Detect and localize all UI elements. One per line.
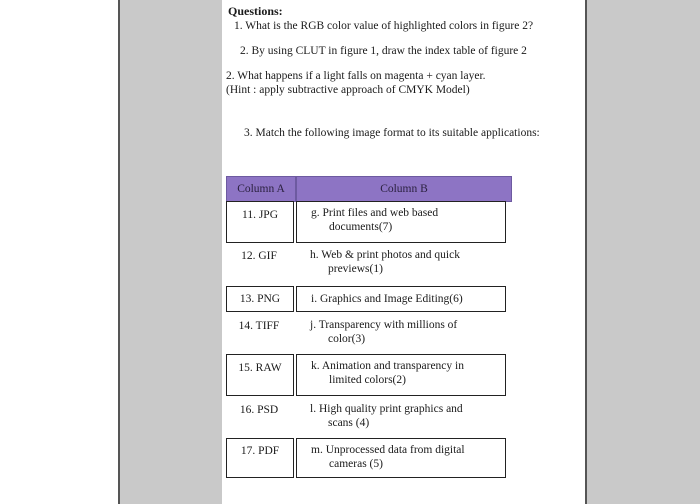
- application-line-2: cameras (5): [329, 458, 383, 470]
- question-3: 3. Match the following image format to its suitable applications:: [244, 127, 540, 139]
- matching-table: [226, 176, 510, 486]
- application-line-1: h. Web & print photos and quick: [310, 249, 460, 261]
- format-cell: 11. JPG: [226, 201, 294, 243]
- application-cell: [296, 201, 506, 243]
- format-cell: 15. RAW: [226, 354, 294, 396]
- question-2b: 2. What happens if a light falls on magenta + cyan layer.: [226, 70, 486, 82]
- application-cell: [296, 286, 506, 312]
- application-line-1: m. Unprocessed data from digital: [311, 444, 465, 456]
- application-line-2: limited colors(2): [329, 374, 406, 386]
- application-line-1: k. Animation and transparency in: [311, 360, 464, 372]
- application-cell: [296, 314, 506, 354]
- right-margin-panel: [585, 0, 700, 504]
- column-a-header: Column A: [226, 176, 296, 202]
- application-line-1: j. Transparency with millions of: [310, 319, 458, 331]
- table-row: [226, 286, 510, 312]
- table-row: [226, 201, 510, 243]
- questions-heading: Questions:: [228, 4, 283, 18]
- left-margin-panel: [120, 0, 223, 504]
- column-b-header: Column B: [296, 176, 512, 202]
- application-line-1: g. Print files and web based: [311, 207, 439, 219]
- table-row: [226, 354, 510, 396]
- table-row: [226, 438, 510, 478]
- application-cell: [296, 398, 506, 438]
- question-2: 2. By using CLUT in figure 1, draw the index table of figure 2: [240, 45, 527, 57]
- table-row: [226, 314, 510, 354]
- format-cell: 16. PSD: [239, 404, 279, 416]
- application-cell: [296, 438, 506, 478]
- application-line-2: scans (4): [328, 417, 370, 429]
- application-line-2: color(3): [328, 333, 366, 345]
- format-cell: 17. PDF: [226, 438, 294, 478]
- format-cell: 13. PNG: [226, 286, 294, 312]
- application-line-2: documents(7): [329, 221, 393, 233]
- table-row: [226, 398, 510, 438]
- table-row: [226, 244, 510, 286]
- application-cell: [296, 244, 506, 286]
- question-hint: (Hint : apply subtractive approach of CMYK Model): [226, 84, 470, 96]
- format-cell: 12. GIF: [241, 250, 277, 262]
- format-cell: 14. TIFF: [238, 320, 280, 332]
- question-1: 1. What is the RGB color value of highlighted colors in figure 2?: [234, 20, 534, 32]
- application-line-1: i. Graphics and Image Editing(6): [311, 293, 463, 305]
- application-line-1: l. High quality print graphics and: [310, 403, 463, 415]
- application-line-2: previews(1): [328, 263, 383, 275]
- application-cell: [296, 354, 506, 396]
